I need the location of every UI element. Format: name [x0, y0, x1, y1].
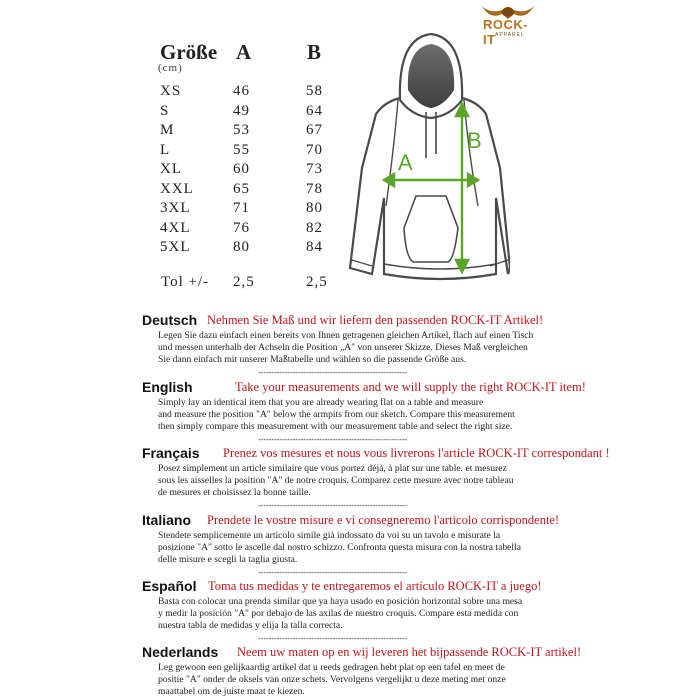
- header-size: Größe: [160, 40, 218, 64]
- section-headline: Toma tus medidas y te entregaremos el artículo ROCK-IT a juego!: [208, 579, 542, 593]
- row-a: 65: [233, 180, 250, 197]
- unit-label: (cm): [158, 62, 183, 74]
- section-body-line: Sie dann einfach mit unserer Maßtabelle und wählen so die passende Größe aus.: [158, 354, 467, 365]
- section-headline: Nehmen Sie Maß und wir liefern den passenden ROCK-IT Artikel!: [207, 313, 544, 327]
- section-body-line: Leg gewoon een gelijkaardig artikel dat u reeds gedragen hebt plat op een tafel en meet de: [158, 662, 505, 673]
- row-size: 5XL: [160, 239, 191, 255]
- section-separator: --------------------------------------------------------: [258, 435, 408, 444]
- row-size: S: [160, 102, 170, 119]
- row-size: L: [160, 141, 171, 158]
- row-a: 76: [233, 219, 250, 236]
- section-body-line: delle misure e scegli la taglia giusta.: [158, 554, 298, 565]
- size-table: [0, 0, 340, 300]
- tolerance-a: 2,5: [233, 274, 255, 290]
- section-body-line: und messen unterhalb der Achseln die Position „A" von unserer Skizze. Dieses Maß vergleichen: [158, 342, 528, 353]
- section-body-line: and measure the position "A" below the armpits from our sketch. Compare this measurement: [158, 409, 515, 420]
- header-a: A: [236, 40, 252, 64]
- row-a: 46: [233, 83, 250, 99]
- hoodie-diagram: [340, 28, 510, 286]
- row-b: 80: [306, 200, 323, 216]
- row-size: XS: [160, 83, 182, 99]
- section-separator: --------------------------------------------------------: [258, 568, 408, 577]
- section-language: Italiano: [142, 512, 192, 528]
- row-b: 67: [306, 122, 323, 138]
- row-b: 82: [306, 219, 323, 236]
- section-body-line: y medir la posición "A" por debajo de las axilas de nuestro croquis. Compare esta medida con: [158, 608, 519, 619]
- section-language: Nederlands: [142, 644, 219, 660]
- logo-name: ROCK-IT: [483, 17, 529, 47]
- row-a: 49: [233, 102, 250, 119]
- label-a: A: [398, 150, 413, 175]
- section-headline: Prenez vos mesures et nous vous livrerons l'article ROCK-IT correspondant !: [223, 446, 610, 460]
- section-body-line: positie "A" onder de oksels van onze schets. Vervolgens vergelijkt u deze meting met onze: [158, 674, 506, 685]
- section-language: Español: [142, 578, 197, 594]
- row-a: 80: [233, 239, 250, 255]
- section-language: Deutsch: [142, 312, 198, 328]
- section-body-line: posizione "A" sotto le ascelle dal nostro schizzo. Confronta questa misura con la nostra tabella: [158, 542, 521, 553]
- row-b: 70: [306, 141, 323, 158]
- section-body-line: sous les aisselles la position "A" de notre croquis. Comparez cette mesure avec notre tableau: [158, 475, 514, 486]
- row-b: 78: [306, 180, 323, 197]
- section-body-line: Simply lay an identical item that you are already wearing flat on a table and measure: [158, 397, 484, 408]
- row-size: 3XL: [160, 200, 191, 216]
- section-body-line: de mesures et choisissez la bonne taille.: [158, 487, 311, 498]
- row-b: 84: [306, 239, 323, 255]
- row-a: 55: [233, 141, 250, 158]
- section-body-line: Basta con colocar una prenda similar que ya haya usado en posición horizontal sobre una mesa: [158, 596, 523, 607]
- section-body-line: Legen Sie dazu einfach einen bereits von Ihnen getragenen gleichen Artikel, flach auf einen Tisch: [158, 330, 534, 341]
- section-language: English: [142, 379, 193, 395]
- tolerance-b: 2,5: [306, 274, 328, 290]
- section-body-line: then simply compare this measurement with our measurement table and select the right size.: [158, 421, 513, 432]
- row-a: 71: [233, 200, 250, 216]
- row-a: 60: [233, 161, 250, 177]
- section-headline: Prendete le vostre misure e vi consegneremo l'articolo corrispondente!: [207, 513, 560, 527]
- section-separator: --------------------------------------------------------: [258, 368, 408, 377]
- row-b: 58: [306, 83, 323, 99]
- row-b: 64: [306, 102, 323, 119]
- section-separator: --------------------------------------------------------: [258, 634, 408, 643]
- row-b: 73: [306, 161, 323, 177]
- tolerance-label: Tol +/-: [161, 274, 210, 290]
- section-body-line: maattabel om de juiste maat te kiezen.: [158, 686, 305, 697]
- section-body-line: Stendete semplicemente un articolo simile già indossato da voi su un tavolo e misurate la: [158, 530, 501, 541]
- row-size: M: [160, 122, 175, 138]
- row-a: 53: [233, 122, 250, 138]
- section-body-line: nuestra tabla de medidas y elija la talla correcta.: [158, 620, 343, 631]
- section-headline: Take your measurements and we will supply the right ROCK-IT item!: [235, 380, 586, 394]
- section-language: Français: [142, 445, 200, 461]
- row-size: XXL: [160, 180, 194, 197]
- row-size: 4XL: [160, 219, 191, 236]
- logo-subtitle: APPAREL: [495, 32, 525, 38]
- section-body-line: Posez simplement un article similaire que vous portez déjà, à plat sur une table. et mesurez: [158, 463, 507, 474]
- label-b: B: [467, 128, 482, 153]
- section-headline: Neem uw maten op en wij leveren het bijpassende ROCK-IT artikel!: [237, 645, 582, 659]
- row-size: XL: [160, 161, 182, 177]
- header-b: B: [307, 40, 322, 64]
- section-separator: --------------------------------------------------------: [258, 501, 408, 510]
- measurement-arrows: [340, 28, 510, 286]
